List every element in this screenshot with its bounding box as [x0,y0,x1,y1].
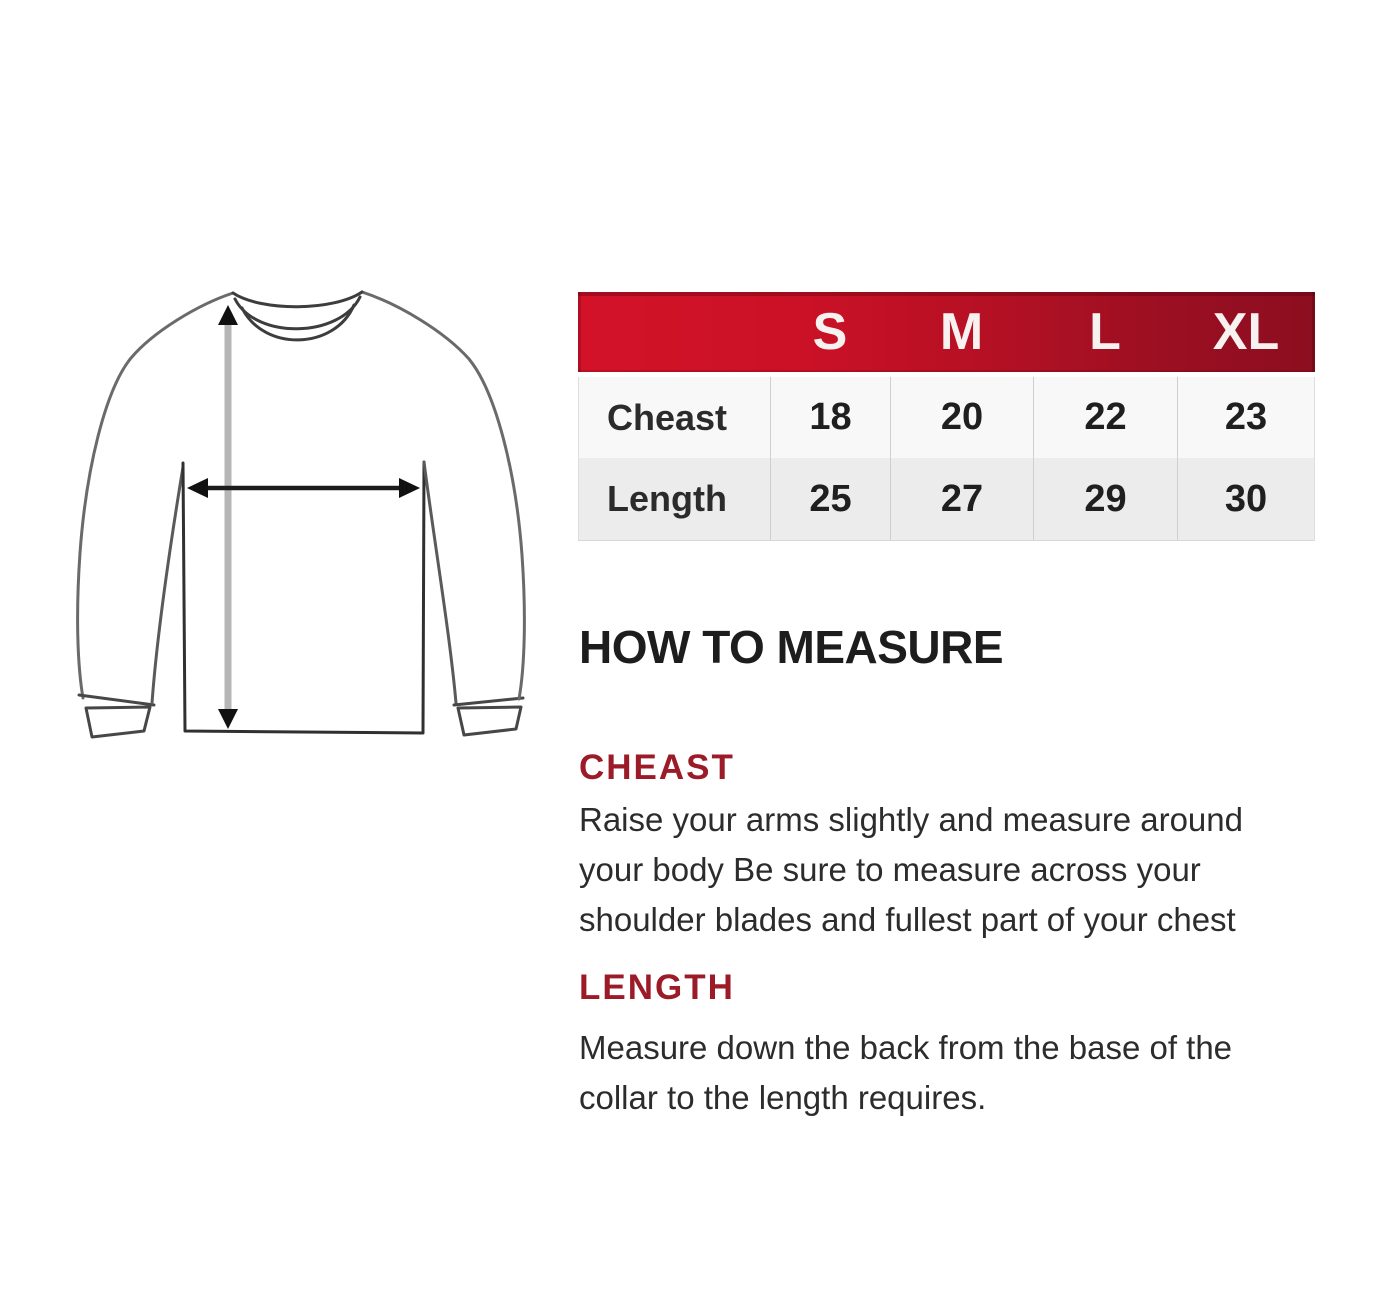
cell-chest-l: 22 [1033,377,1177,458]
column-header-xl: XL [1212,303,1280,361]
section-heading-length: LENGTH [579,968,735,1007]
size-table [578,292,1315,541]
cheast-text-line: Raise your arms slightly and measure around [579,801,1243,838]
cell-length-xl: 30 [1177,458,1314,540]
cell-length-m: 27 [890,458,1033,540]
cell-chest-m: 20 [890,377,1033,458]
cell-chest-s: 18 [770,377,890,458]
cell-length-s: 25 [770,458,890,540]
row-label-length: Length [607,478,727,519]
length-arrow-top-head [218,305,238,325]
length-arrow-bottom-head [218,709,238,729]
shirt-collar [233,292,362,340]
table-row-chest [579,377,1314,458]
cheast-text-line: your body Be sure to measure across your [579,851,1201,888]
chest-arrow-right-head [399,478,420,498]
shirt-outline [78,292,525,737]
long-sleeve-shirt-illustration [55,255,555,755]
size-table-header-row [578,292,1315,372]
column-header-l: L [1089,303,1121,361]
shirt-measurement-diagram [55,255,555,755]
cheast-text-line: shoulder blades and fullest part of your chest [579,901,1236,938]
length-arrow [218,305,238,729]
size-table-corner-cell [578,292,770,372]
section-text-cheast [579,795,1339,945]
row-label-chest: Cheast [607,396,728,438]
chest-arrow [187,478,420,498]
how-to-measure-title: HOW TO MEASURE [579,621,1004,673]
length-text-line: Measure down the back from the base of the [579,1029,1233,1066]
cell-chest-xl: 23 [1177,377,1314,458]
section-heading-cheast: CHEAST [579,748,735,787]
length-text-line: collar to the length requires. [579,1079,987,1116]
section-text-length [579,1023,1339,1123]
chest-arrow-left-head [187,478,208,498]
column-header-m: M [939,303,984,361]
cell-length-l: 29 [1033,458,1177,540]
table-row-length [579,458,1314,540]
size-table-body [578,377,1315,541]
column-header-s: S [812,303,848,361]
